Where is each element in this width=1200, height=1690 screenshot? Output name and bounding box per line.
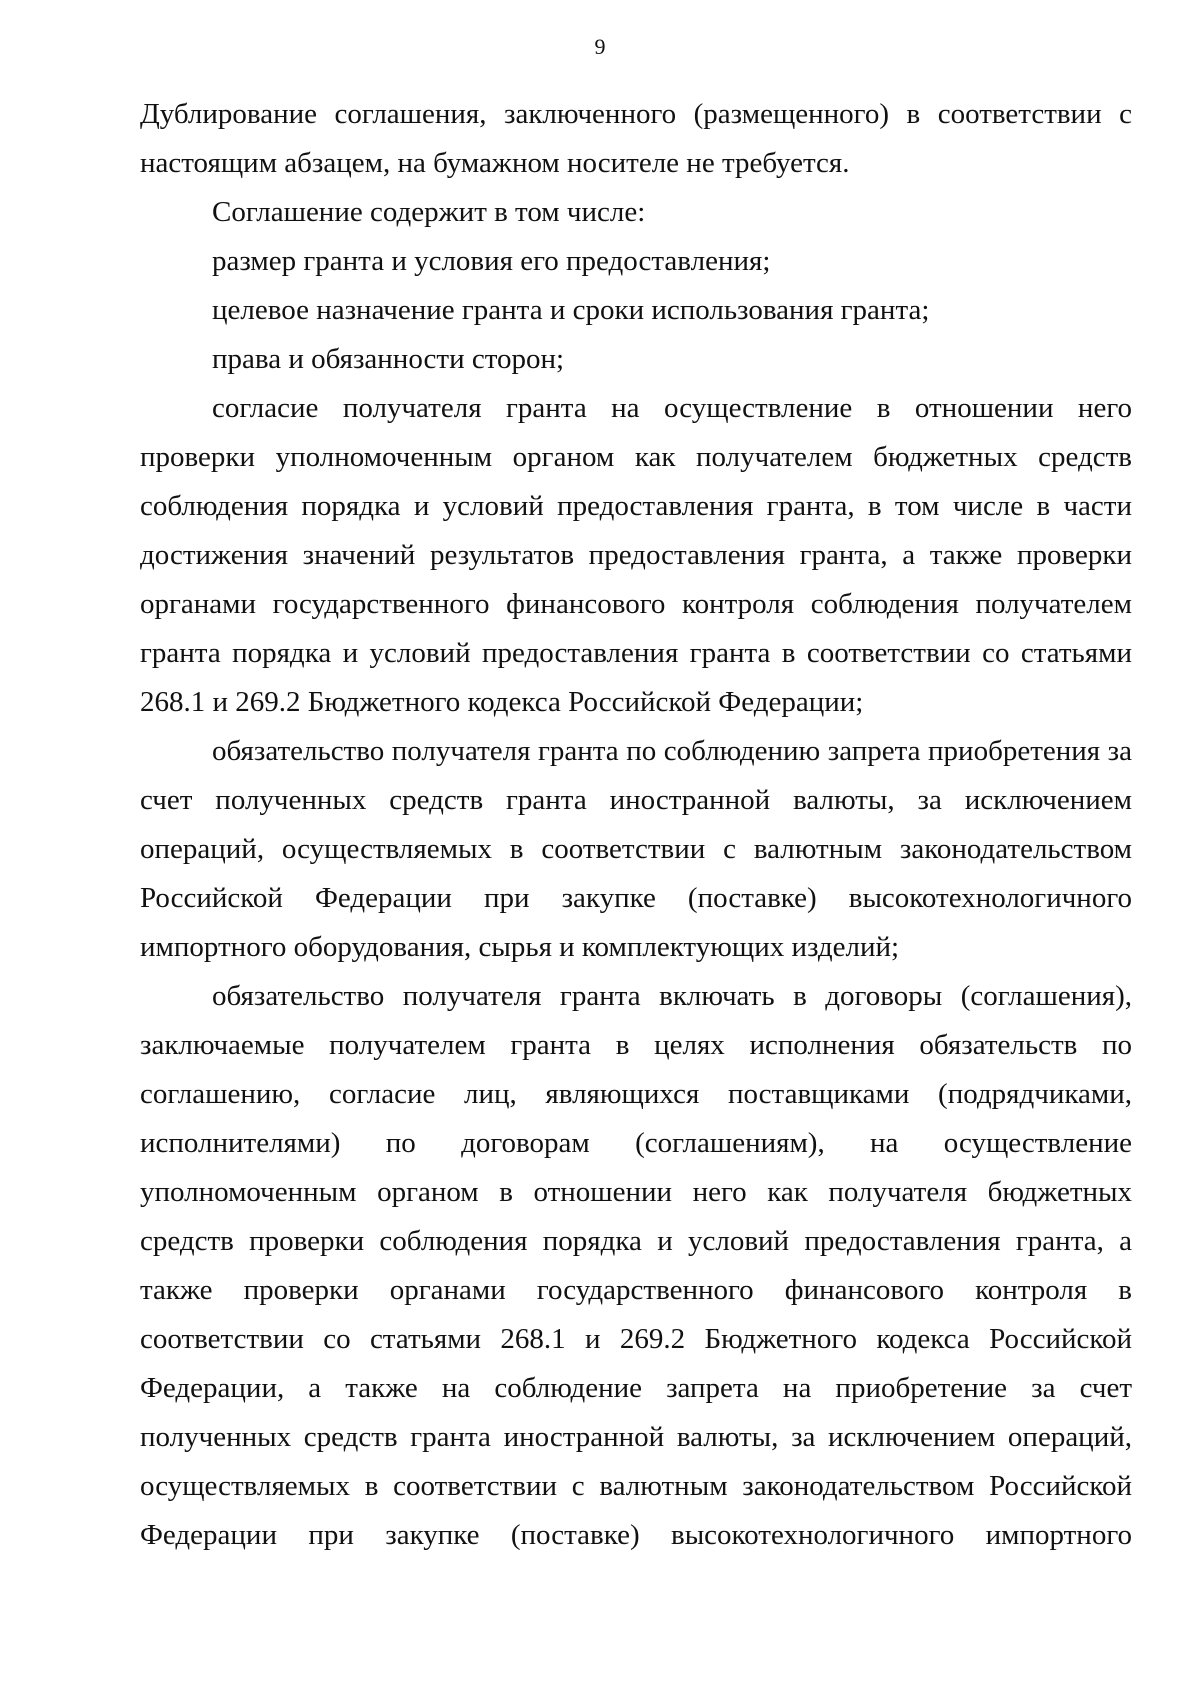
paragraph: целевое назначение гранта и сроки использования гранта; bbox=[212, 294, 930, 326]
paragraph: Дублирование соглашения, заключенного (размещенного) в соответствии с настоящим абзацем, на бумажном носителе не требуется. bbox=[140, 98, 1132, 179]
document-body bbox=[140, 90, 1132, 1560]
paragraph: Соглашение содержит в том числе: bbox=[212, 196, 646, 228]
paragraph: обязательство получателя гранта по соблюдению запрета приобретения за счет полученных средств гранта иностранной валюты, за исключением операций, осуществляемых в соответствии с валютным законодательством Российской Федерации при закупке (поставке) высокотехнологичного импортного оборудования, сырья и комплектующих изделий; bbox=[140, 735, 1132, 963]
paragraph: права и обязанности сторон; bbox=[212, 343, 565, 375]
paragraph: согласие получателя гранта на осуществление в отношении него проверки уполномоченным органом как получателем бюджетных средств соблюдения порядка и условий предоставления гранта, в том числе в части достижения значений результатов предоставления гранта, а также проверки органами государственного финансового контроля соблюдения получателем гранта порядка и условий предоставления гранта в соответствии со статьями 268.1 и 269.2 Бюджетного кодекса Российской Федерации; bbox=[140, 392, 1132, 718]
paragraph: размер гранта и условия его предоставления; bbox=[212, 245, 771, 277]
paragraph: обязательство получателя гранта включать в договоры (соглашения), заключаемые получателем гранта в целях исполнения обязательств по соглашению, согласие лиц, являющихся поставщиками (подрядчиками, исполнителями) по договорам (соглашениям), на осуществление уполномоченным органом в отношении него как получателя бюджетных средств проверки соблюдения порядка и условий предоставления гранта, а также проверки органами государственного финансового контроля в соответствии со статьями 268.1 и 269.2 Бюджетного кодекса Российской Федерации, а также на соблюдение запрета на приобретение за счет полученных средств гранта иностранной валюты, за исключением операций, осуществляемых в соответствии с валютным законодательством Российской Федерации при закупке (поставке) высокотехнологичного импортного bbox=[140, 980, 1132, 1551]
page-number: 9 bbox=[594, 34, 606, 59]
